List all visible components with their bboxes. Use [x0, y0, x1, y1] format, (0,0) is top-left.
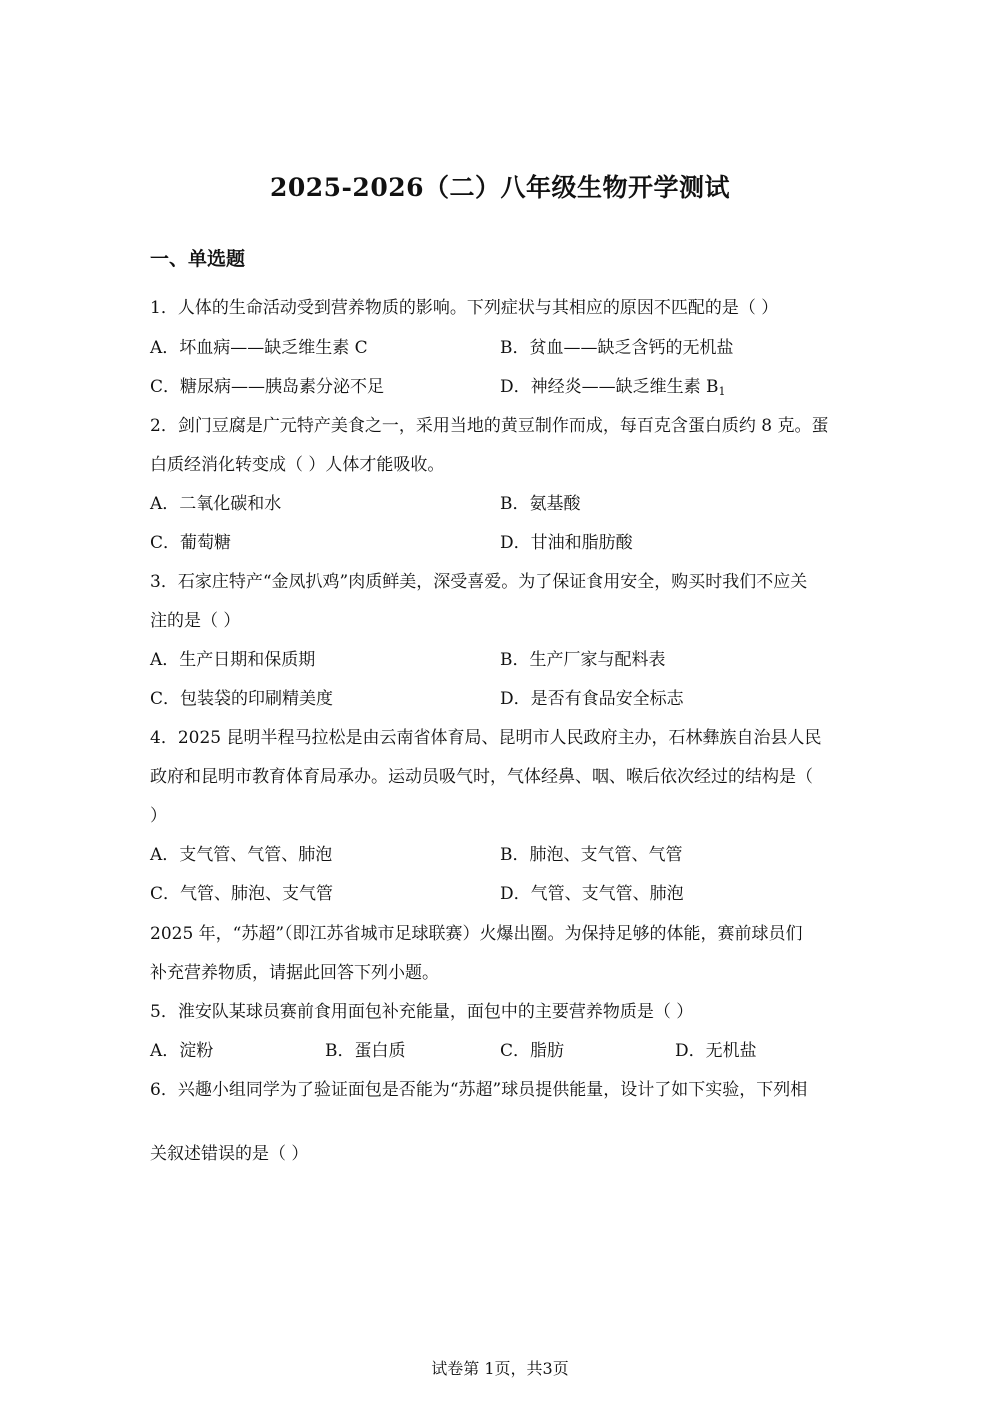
question-4-stem-line-3: ）: [150, 806, 167, 826]
question-4-option-d: D．气管、支气管、肺泡: [500, 884, 684, 904]
question-4-option-c: C．气管、肺泡、支气管: [150, 884, 334, 904]
question-6-stem-line-2: 关叙述错误的是（ ）: [150, 1144, 309, 1164]
question-3-option-c: C．包装袋的印刷精美度: [150, 689, 334, 709]
question-1-option-a: A．坏血病——缺乏维生素 C: [150, 338, 368, 358]
question-4-option-a: A．支气管、气管、肺泡: [150, 845, 333, 865]
question-1-stem: 1．人体的生命活动受到营养物质的影响。下列症状与其相应的原因不匹配的是（ ）: [150, 298, 779, 318]
question-5-option-a: A．淀粉: [150, 1041, 214, 1061]
question-4-stem-line-1: 4．2025 昆明半程马拉松是由云南省体育局、昆明市人民政府主办，石林彝族自治县人民: [150, 728, 822, 748]
question-5-stem: 5．淮安队某球员赛前食用面包补充能量，面包中的主要营养物质是（ ）: [150, 1002, 694, 1022]
page-footer: 试卷第 1页，共3页: [431, 1359, 569, 1378]
question-2-stem-line-1: 2．剑门豆腐是广元特产美食之一，采用当地的黄豆制作而成，每百克含蛋白质约 8 克。蛋: [150, 416, 829, 436]
question-1-option-c: C．糖尿病——胰岛素分泌不足: [150, 377, 385, 397]
passage-line-1: 2025 年，“苏超”（即江苏省城市足球联赛）火爆出圈。为保持足够的体能，赛前球员们: [150, 924, 803, 944]
question-2-stem-line-2: 白质经消化转变成（ ）人体才能吸收。: [150, 455, 445, 475]
question-4-option-b: B．肺泡、支气管、气管: [500, 845, 683, 865]
question-1-option-b: B．贫血——缺乏含钙的无机盐: [500, 338, 734, 358]
question-5-option-c: C．脂肪: [500, 1041, 565, 1061]
question-5-option-b: B．蛋白质: [325, 1041, 406, 1061]
option-d-subscript: 1: [718, 385, 726, 398]
question-2-option-c: C．葡萄糖: [150, 533, 232, 553]
question-3-stem-line-2: 注的是（ ）: [150, 611, 241, 631]
question-5-option-d: D．无机盐: [675, 1041, 757, 1061]
question-4-stem-line-2: 政府和昆明市教育体育局承办。运动员吸气时，气体经鼻、咽、喉后依次经过的结构是（: [150, 767, 813, 787]
question-3-option-d: D．是否有食品安全标志: [500, 689, 684, 709]
question-2-option-b: B．氨基酸: [500, 494, 581, 514]
question-6-stem-line-1: 6．兴趣小组同学为了验证面包是否能为“苏超”球员提供能量，设计了如下实验，下列相: [150, 1080, 808, 1100]
option-d-text: D．神经炎——缺乏维生素 B: [500, 377, 719, 397]
section-heading: 一、单选题: [150, 248, 246, 270]
question-2-option-d: D．甘油和脂肪酸: [500, 533, 633, 553]
passage-line-2: 补充营养物质，请据此回答下列小题。: [150, 963, 439, 983]
question-3-option-b: B．生产厂家与配料表: [500, 650, 666, 670]
question-3-option-a: A．生产日期和保质期: [150, 650, 316, 670]
question-3-stem-line-1: 3．石家庄特产“金凤扒鸡”肉质鲜美，深受喜爱。为了保证食用安全，购买时我们不应关: [150, 572, 808, 592]
question-1-option-d: [500, 375, 726, 404]
exam-title: 2025-2026（二）八年级生物开学测试: [269, 173, 731, 202]
question-2-option-a: A．二氧化碳和水: [150, 494, 282, 514]
